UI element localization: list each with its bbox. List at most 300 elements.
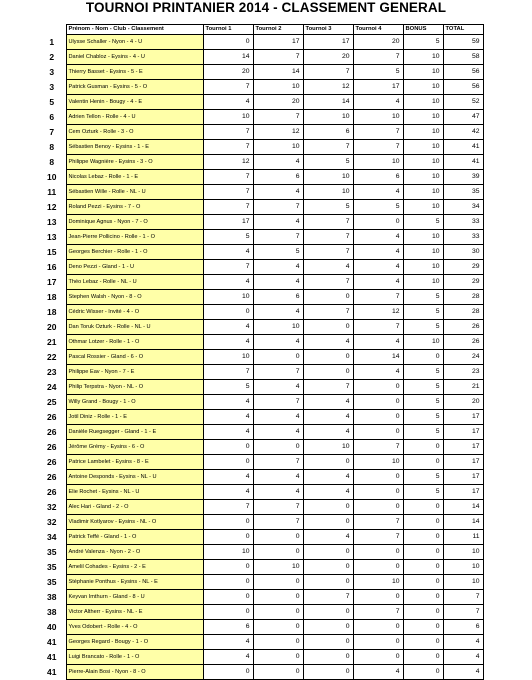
tournoi-2-cell: 7 <box>253 230 303 245</box>
tournoi-4-cell: 0 <box>353 635 403 650</box>
tournoi-4-cell: 0 <box>353 500 403 515</box>
rank-cell: 26 <box>38 470 66 485</box>
tournoi-1-cell: 7 <box>203 185 253 200</box>
rank-cell: 26 <box>38 485 66 500</box>
tournoi-2-cell: 10 <box>253 320 303 335</box>
tournoi-4-cell: 12 <box>353 305 403 320</box>
bonus-cell: 0 <box>403 545 443 560</box>
total-cell: 17 <box>443 410 483 425</box>
tournoi-3-cell: 5 <box>303 155 353 170</box>
rank-cell: 26 <box>38 410 66 425</box>
tournoi-3-cell: 7 <box>303 230 353 245</box>
table-row <box>38 440 483 455</box>
tournoi-3-cell: 5 <box>303 200 353 215</box>
tournoi-2-cell: 17 <box>253 35 303 50</box>
bonus-cell: 5 <box>403 215 443 230</box>
tournoi-3-cell: 4 <box>303 485 353 500</box>
tournoi-3-cell: 4 <box>303 470 353 485</box>
table-row <box>38 155 483 170</box>
tournoi-3-cell: 14 <box>303 95 353 110</box>
tournoi-1-cell: 0 <box>203 665 253 680</box>
bonus-cell: 10 <box>403 110 443 125</box>
rank-cell: 13 <box>38 230 66 245</box>
tournoi-1-cell: 0 <box>203 455 253 470</box>
bonus-cell: 10 <box>403 95 443 110</box>
tournoi-1-cell: 5 <box>203 230 253 245</box>
bonus-cell: 10 <box>403 335 443 350</box>
table-row <box>38 530 483 545</box>
tournoi-4-cell: 0 <box>353 590 403 605</box>
tournoi-1-cell: 20 <box>203 65 253 80</box>
rank-cell: 7 <box>38 125 66 140</box>
tournoi-4-cell: 0 <box>353 650 403 665</box>
tournoi-3-cell: 4 <box>303 530 353 545</box>
tournoi-2-cell: 0 <box>253 575 303 590</box>
player-name-cell: Patrick Gusman - Eysins - 5 - O <box>66 80 203 95</box>
tournoi-4-cell: 5 <box>353 200 403 215</box>
player-name-cell: Alec Hari - Gland - 2 - O <box>66 500 203 515</box>
total-cell: 47 <box>443 110 483 125</box>
tournoi-2-cell: 7 <box>253 50 303 65</box>
rank-cell: 10 <box>38 170 66 185</box>
tournoi-1-cell: 0 <box>203 530 253 545</box>
tournoi-4-cell: 14 <box>353 350 403 365</box>
table-row <box>38 50 483 65</box>
player-name-cell: André Valenza - Nyon - 2 - O <box>66 545 203 560</box>
bonus-cell: 0 <box>403 620 443 635</box>
rank-cell: 5 <box>38 95 66 110</box>
bonus-cell: 10 <box>403 275 443 290</box>
table-row <box>38 170 483 185</box>
tournoi-4-cell: 6 <box>353 170 403 185</box>
total-cell: 56 <box>443 65 483 80</box>
total-cell: 42 <box>443 125 483 140</box>
total-cell: 17 <box>443 440 483 455</box>
total-cell: 10 <box>443 560 483 575</box>
table-row <box>38 665 483 680</box>
rank-cell: 18 <box>38 290 66 305</box>
total-cell: 17 <box>443 470 483 485</box>
rank-cell: 26 <box>38 455 66 470</box>
player-name-cell: Victor Altherr - Eysins - NL - E <box>66 605 203 620</box>
rank-cell: 41 <box>38 665 66 680</box>
rank-cell: 17 <box>38 275 66 290</box>
rank-cell: 41 <box>38 650 66 665</box>
table-row <box>38 305 483 320</box>
tournoi-2-cell: 12 <box>253 125 303 140</box>
tournoi-3-cell: 17 <box>303 35 353 50</box>
rank-cell: 21 <box>38 335 66 350</box>
tournoi-1-cell: 7 <box>203 140 253 155</box>
table-row <box>38 500 483 515</box>
tournoi-2-cell: 20 <box>253 95 303 110</box>
player-name-cell: Keyvan Imthurn - Gland - 8 - U <box>66 590 203 605</box>
total-cell: 52 <box>443 95 483 110</box>
tournoi-4-cell: 0 <box>353 470 403 485</box>
player-name-cell: Roland Pezzi - Eysins - 7 - O <box>66 200 203 215</box>
table-row <box>38 335 483 350</box>
player-name-cell: Georges Berchier - Rolle - 1 - O <box>66 245 203 260</box>
table-row <box>38 560 483 575</box>
tournoi-4-cell: 7 <box>353 605 403 620</box>
bonus-cell: 5 <box>403 425 443 440</box>
tournoi-1-cell: 17 <box>203 215 253 230</box>
table-row <box>38 620 483 635</box>
tournoi-2-cell: 0 <box>253 545 303 560</box>
table-row <box>38 425 483 440</box>
tournoi-4-cell: 17 <box>353 80 403 95</box>
tournoi-1-cell: 10 <box>203 545 253 560</box>
total-cell: 58 <box>443 50 483 65</box>
tournoi-3-cell: 0 <box>303 575 353 590</box>
total-cell: 41 <box>443 140 483 155</box>
bonus-cell: 5 <box>403 35 443 50</box>
player-name-cell: Vladimir Kotlyarov - Eysins - NL - O <box>66 515 203 530</box>
tournoi-2-cell: 14 <box>253 65 303 80</box>
standings-table <box>38 24 484 680</box>
player-name-cell: Dominique Agnus - Nyon - 7 - O <box>66 215 203 230</box>
tournoi-4-cell: 0 <box>353 380 403 395</box>
total-cell: 23 <box>443 365 483 380</box>
bonus-cell: 0 <box>403 650 443 665</box>
bonus-cell: 5 <box>403 380 443 395</box>
player-name-cell: Thierry Basset - Eysins - 5 - E <box>66 65 203 80</box>
tournoi-4-cell: 4 <box>353 275 403 290</box>
table-row <box>38 470 483 485</box>
player-name-cell: Patrick Teffé - Gland - 1 - O <box>66 530 203 545</box>
table-row <box>38 125 483 140</box>
total-cell: 41 <box>443 155 483 170</box>
tournoi-3-cell: 6 <box>303 125 353 140</box>
total-cell: 34 <box>443 200 483 215</box>
tournoi-4-cell: 7 <box>353 290 403 305</box>
tournoi-1-cell: 14 <box>203 50 253 65</box>
player-name-cell: Othmar Lotzer - Rolle - 1 - O <box>66 335 203 350</box>
tournoi-1-cell: 10 <box>203 350 253 365</box>
tournoi-4-header: Tournoi 4 <box>353 25 403 35</box>
tournoi-3-cell: 0 <box>303 545 353 560</box>
player-name-cell: Danièle Ruegsegger - Gland - 1 - E <box>66 425 203 440</box>
tournoi-4-cell: 10 <box>353 455 403 470</box>
total-cell: 26 <box>443 320 483 335</box>
tournoi-3-cell: 20 <box>303 50 353 65</box>
total-cell: 59 <box>443 35 483 50</box>
rank-cell: 35 <box>38 545 66 560</box>
rank-cell: 25 <box>38 395 66 410</box>
tournoi-1-cell: 10 <box>203 290 253 305</box>
tournoi-2-cell: 4 <box>253 305 303 320</box>
rank-cell: 23 <box>38 365 66 380</box>
tournoi-4-cell: 4 <box>353 260 403 275</box>
player-name-cell: Stephen Walsh - Nyon - 8 - O <box>66 290 203 305</box>
tournoi-1-cell: 4 <box>203 245 253 260</box>
page-title: TOURNOI PRINTANIER 2014 - CLASSEMENT GENERAL <box>85 0 447 15</box>
player-name-cell: Elie Rochet - Eysins - NL - U <box>66 485 203 500</box>
total-cell: 33 <box>443 215 483 230</box>
rank-cell: 26 <box>38 440 66 455</box>
bonus-cell: 0 <box>403 635 443 650</box>
tournoi-2-cell: 7 <box>253 500 303 515</box>
bonus-cell: 5 <box>403 365 443 380</box>
table-row <box>38 575 483 590</box>
name-header: Prénom - Nom - Club - Classement <box>66 25 203 35</box>
tournoi-4-cell: 0 <box>353 560 403 575</box>
rank-cell: 38 <box>38 590 66 605</box>
player-name-cell: Amelil Cohades - Eysins - 2 - E <box>66 560 203 575</box>
tournoi-4-cell: 7 <box>353 440 403 455</box>
tournoi-4-cell: 10 <box>353 110 403 125</box>
tournoi-3-cell: 0 <box>303 290 353 305</box>
rank-header <box>38 25 66 35</box>
tournoi-1-header: Tournoi 1 <box>203 25 253 35</box>
total-cell: 17 <box>443 485 483 500</box>
tournoi-2-cell: 7 <box>253 455 303 470</box>
bonus-cell: 0 <box>403 350 443 365</box>
tournoi-3-cell: 4 <box>303 395 353 410</box>
tournoi-2-cell: 7 <box>253 365 303 380</box>
bonus-cell: 10 <box>403 260 443 275</box>
tournoi-3-cell: 12 <box>303 80 353 95</box>
table-row <box>38 590 483 605</box>
player-name-cell: Valentin Henin - Bougy - 4 - E <box>66 95 203 110</box>
bonus-cell: 0 <box>403 665 443 680</box>
rank-cell: 34 <box>38 530 66 545</box>
tournoi-2-cell: 0 <box>253 620 303 635</box>
tournoi-3-cell: 0 <box>303 665 353 680</box>
tournoi-4-cell: 7 <box>353 320 403 335</box>
tournoi-2-cell: 7 <box>253 110 303 125</box>
tournoi-1-cell: 0 <box>203 515 253 530</box>
tournoi-1-cell: 7 <box>203 260 253 275</box>
tournoi-1-cell: 4 <box>203 425 253 440</box>
table-row <box>38 110 483 125</box>
rank-cell: 11 <box>38 185 66 200</box>
tournoi-3-cell: 0 <box>303 500 353 515</box>
player-name-cell: Ulysse Schaller - Nyon - 4 - U <box>66 35 203 50</box>
table-row <box>38 515 483 530</box>
tournoi-4-cell: 7 <box>353 530 403 545</box>
rank-cell: 22 <box>38 350 66 365</box>
total-cell: 4 <box>443 665 483 680</box>
rank-cell: 3 <box>38 80 66 95</box>
tournoi-4-cell: 4 <box>353 665 403 680</box>
table-row <box>38 410 483 425</box>
table-row <box>38 380 483 395</box>
total-cell: 30 <box>443 245 483 260</box>
total-cell: 28 <box>443 290 483 305</box>
tournoi-4-cell: 7 <box>353 515 403 530</box>
tournoi-1-cell: 0 <box>203 560 253 575</box>
tournoi-2-cell: 4 <box>253 470 303 485</box>
tournoi-4-cell: 10 <box>353 155 403 170</box>
bonus-cell: 0 <box>403 500 443 515</box>
table-row <box>38 200 483 215</box>
player-name-cell: Pierre-Alain Bosi - Nyon - 8 - O <box>66 665 203 680</box>
tournoi-1-cell: 4 <box>203 335 253 350</box>
tournoi-2-cell: 7 <box>253 515 303 530</box>
rank-cell: 35 <box>38 560 66 575</box>
tournoi-2-cell: 4 <box>253 485 303 500</box>
bonus-cell: 10 <box>403 170 443 185</box>
total-cell: 6 <box>443 620 483 635</box>
total-cell: 56 <box>443 80 483 95</box>
total-cell: 39 <box>443 170 483 185</box>
bonus-cell: 5 <box>403 320 443 335</box>
rank-cell: 38 <box>38 605 66 620</box>
player-name-cell: Jotil Diniz - Rolle - 1 - E <box>66 410 203 425</box>
table-row <box>38 275 483 290</box>
bonus-cell: 10 <box>403 65 443 80</box>
tournoi-1-cell: 7 <box>203 125 253 140</box>
bonus-cell: 0 <box>403 560 443 575</box>
tournoi-3-cell: 4 <box>303 260 353 275</box>
bonus-cell: 10 <box>403 125 443 140</box>
total-cell: 35 <box>443 185 483 200</box>
tournoi-2-cell: 6 <box>253 290 303 305</box>
rank-cell: 13 <box>38 215 66 230</box>
bonus-cell: 0 <box>403 575 443 590</box>
player-name-cell: Georges Regard - Bougy - 1 - O <box>66 635 203 650</box>
tournoi-2-cell: 4 <box>253 425 303 440</box>
tournoi-3-cell: 0 <box>303 455 353 470</box>
rank-cell: 1 <box>38 35 66 50</box>
tournoi-4-cell: 7 <box>353 125 403 140</box>
bonus-cell: 10 <box>403 200 443 215</box>
tournoi-2-cell: 0 <box>253 650 303 665</box>
tournoi-3-cell: 0 <box>303 650 353 665</box>
tournoi-4-cell: 7 <box>353 140 403 155</box>
tournoi-4-cell: 4 <box>353 230 403 245</box>
tournoi-4-cell: 0 <box>353 425 403 440</box>
tournoi-1-cell: 12 <box>203 155 253 170</box>
tournoi-2-cell: 10 <box>253 140 303 155</box>
player-name-cell: Jérôme Grémy - Eysins - 6 - O <box>66 440 203 455</box>
rank-cell: 26 <box>38 425 66 440</box>
table-row <box>38 485 483 500</box>
player-name-cell: Cem Ozturk - Rolle - 3 - O <box>66 125 203 140</box>
total-cell: 28 <box>443 305 483 320</box>
tournoi-3-cell: 0 <box>303 350 353 365</box>
total-cell: 17 <box>443 455 483 470</box>
player-name-cell: Antoine Desponds - Eysins - NL - U <box>66 470 203 485</box>
bonus-cell: 10 <box>403 185 443 200</box>
table-row <box>38 140 483 155</box>
tournoi-2-cell: 4 <box>253 215 303 230</box>
rank-cell: 12 <box>38 200 66 215</box>
tournoi-1-cell: 4 <box>203 275 253 290</box>
rank-cell: 18 <box>38 305 66 320</box>
tournoi-4-cell: 0 <box>353 620 403 635</box>
tournoi-4-cell: 10 <box>353 575 403 590</box>
total-cell: 4 <box>443 650 483 665</box>
rank-cell: 6 <box>38 110 66 125</box>
tournoi-3-cell: 0 <box>303 605 353 620</box>
tournoi-1-cell: 0 <box>203 305 253 320</box>
bonus-cell: 5 <box>403 395 443 410</box>
player-name-cell: Luigi Brancato - Rolle - 1 - O <box>66 650 203 665</box>
table-row <box>38 605 483 620</box>
player-name-cell: Deno Pezzi - Gland - 1 - U <box>66 260 203 275</box>
tournoi-2-cell: 4 <box>253 275 303 290</box>
tournoi-1-cell: 4 <box>203 95 253 110</box>
tournoi-1-cell: 7 <box>203 500 253 515</box>
player-name-cell: Philippe Wagnière - Eysins - 3 - O <box>66 155 203 170</box>
bonus-cell: 5 <box>403 410 443 425</box>
tournoi-3-cell: 10 <box>303 110 353 125</box>
tournoi-4-cell: 4 <box>353 245 403 260</box>
total-cell: 4 <box>443 635 483 650</box>
tournoi-2-cell: 4 <box>253 155 303 170</box>
bonus-header: BONUS <box>403 25 443 35</box>
total-cell: 29 <box>443 260 483 275</box>
table-row <box>38 230 483 245</box>
table-row <box>38 65 483 80</box>
total-cell: 20 <box>443 395 483 410</box>
table-row <box>38 350 483 365</box>
tournoi-3-cell: 7 <box>303 305 353 320</box>
tournoi-3-cell: 7 <box>303 140 353 155</box>
tournoi-3-cell: 4 <box>303 335 353 350</box>
table-row <box>38 455 483 470</box>
rank-cell: 41 <box>38 635 66 650</box>
tournoi-1-cell: 4 <box>203 635 253 650</box>
player-name-cell: Patrice Lambelet - Eysins - 8 - E <box>66 455 203 470</box>
tournoi-2-cell: 0 <box>253 605 303 620</box>
tournoi-1-cell: 7 <box>203 170 253 185</box>
tournoi-2-cell: 4 <box>253 260 303 275</box>
rank-cell: 8 <box>38 155 66 170</box>
tournoi-4-cell: 0 <box>353 485 403 500</box>
player-name-cell: Sébastien Wille - Rolle - NL - U <box>66 185 203 200</box>
total-cell: 14 <box>443 500 483 515</box>
tournoi-4-cell: 4 <box>353 95 403 110</box>
tournoi-1-cell: 0 <box>203 605 253 620</box>
tournoi-1-cell: 4 <box>203 410 253 425</box>
tournoi-1-cell: 0 <box>203 35 253 50</box>
rank-cell: 40 <box>38 620 66 635</box>
tournoi-4-cell: 0 <box>353 545 403 560</box>
rank-cell: 20 <box>38 320 66 335</box>
player-name-cell: Stéphanie Ponthus - Eysins - NL - E <box>66 575 203 590</box>
bonus-cell: 5 <box>403 290 443 305</box>
player-name-cell: Cédric Wisser - Invité - 4 - O <box>66 305 203 320</box>
tournoi-2-cell: 4 <box>253 185 303 200</box>
table-row <box>38 650 483 665</box>
total-cell: 10 <box>443 545 483 560</box>
bonus-cell: 0 <box>403 590 443 605</box>
player-name-cell: Philip Terpstra - Nyon - NL - O <box>66 380 203 395</box>
tournoi-2-cell: 0 <box>253 590 303 605</box>
table-row <box>38 185 483 200</box>
tournoi-3-header: Tournoi 3 <box>303 25 353 35</box>
player-name-cell: Adrien Tellon - Rolle - 4 - U <box>66 110 203 125</box>
tournoi-1-cell: 0 <box>203 440 253 455</box>
table-row <box>38 95 483 110</box>
tournoi-3-cell: 7 <box>303 215 353 230</box>
rank-cell: 35 <box>38 575 66 590</box>
tournoi-3-cell: 4 <box>303 410 353 425</box>
bonus-cell: 0 <box>403 440 443 455</box>
player-name-cell: Théo Lebaz - Rolle - NL - U <box>66 275 203 290</box>
table-row <box>38 245 483 260</box>
bonus-cell: 10 <box>403 230 443 245</box>
header-row <box>38 25 483 35</box>
tournoi-1-cell: 4 <box>203 650 253 665</box>
tournoi-4-cell: 5 <box>353 65 403 80</box>
tournoi-2-cell: 0 <box>253 635 303 650</box>
tournoi-3-cell: 0 <box>303 515 353 530</box>
tournoi-1-cell: 7 <box>203 200 253 215</box>
